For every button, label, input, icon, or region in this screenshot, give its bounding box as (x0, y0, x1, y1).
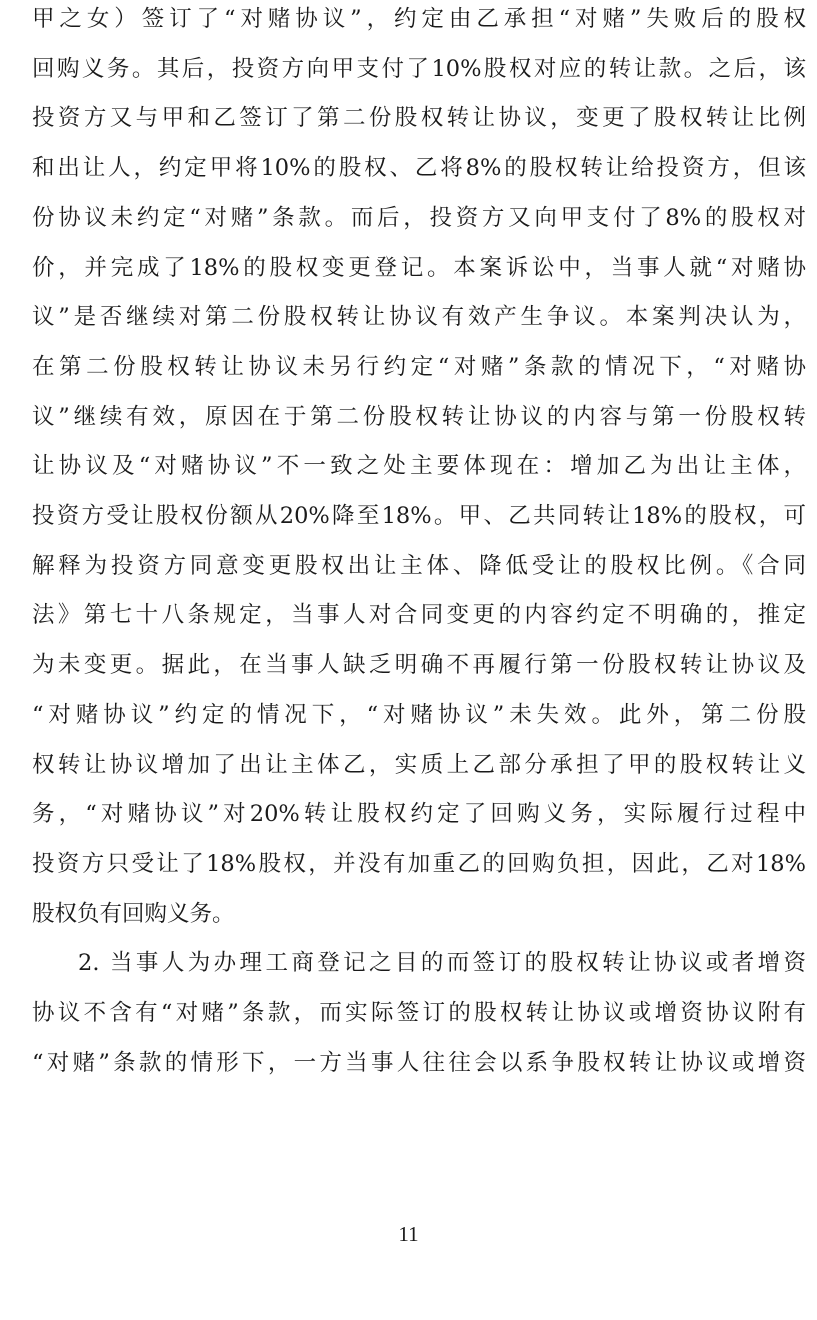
text-line: 2. 当事人为办理工商登记之目的而签订的股权转让协议或者增资 (78, 950, 806, 977)
text-line: 回购义务。其后，投资方向甲支付了10%股权对应的转让款。之后，该 (32, 55, 806, 82)
text-line: 为未变更。据此，在当事人缺乏明确不再履行第一份股权转让协议及 (32, 652, 806, 679)
text-line: 甲之女）签订了“对赌协议”，约定由乙承担“对赌”失败后的股权 (32, 6, 806, 32)
text-line: 投资方只受让了18%股权，并没有加重乙的回购负担，因此，乙对18% (32, 850, 806, 877)
text-line: 解释为投资方同意变更股权出让主体、降低受让的股权比例。《合同 (32, 552, 806, 579)
text-line: 在第二份股权转让协议未另行约定“对赌”条款的情况下，“对赌协 (32, 353, 806, 380)
text-line: 让协议及“对赌协议”不一致之处主要体现在：增加乙为出让主体， (32, 453, 806, 480)
text-line: “对赌”条款的情形下，一方当事人往往会以系争股权转让协议或增资 (32, 1049, 806, 1076)
text-line: 投资方又与甲和乙签订了第二份股权转让协议，变更了股权转让比例 (32, 105, 806, 132)
text-line: “对赌协议”约定的情况下，“对赌协议”未失效。此外，第二份股 (32, 701, 806, 728)
text-line: 协议不含有“对赌”条款，而实际签订的股权转让协议或增资协议附有 (32, 1000, 806, 1026)
text-line: 务，“对赌协议”对20%转让股权约定了回购义务，实际履行过程中 (32, 801, 806, 828)
text-line: 价，并完成了18%的股权变更登记。本案诉讼中，当事人就“对赌协 (32, 254, 806, 281)
text-line: 和出让人，约定甲将10%的股权、乙将8%的股权转让给投资方，但该 (32, 155, 806, 182)
text-line: 法》第七十八条规定，当事人对合同变更的内容约定不明确的，推定 (32, 602, 806, 629)
text-line: 议”继续有效，原因在于第二份股权转让协议的内容与第一份股权转 (32, 403, 806, 430)
text-line: 份协议未约定“对赌”条款。而后，投资方又向甲支付了8%的股权对 (32, 204, 806, 231)
text-line: 投资方受让股权份额从20%降至18%。甲、乙共同转让18%的股权，可 (32, 503, 806, 529)
text-line: 权转让协议增加了出让主体乙，实质上乙部分承担了甲的股权转让义 (32, 751, 806, 778)
page-number: 11 (398, 1222, 419, 1246)
text-line: 议”是否继续对第二份股权转让协议有效产生争议。本案判决认为， (32, 304, 806, 331)
text-line: 股权负有回购义务。 (32, 900, 235, 927)
